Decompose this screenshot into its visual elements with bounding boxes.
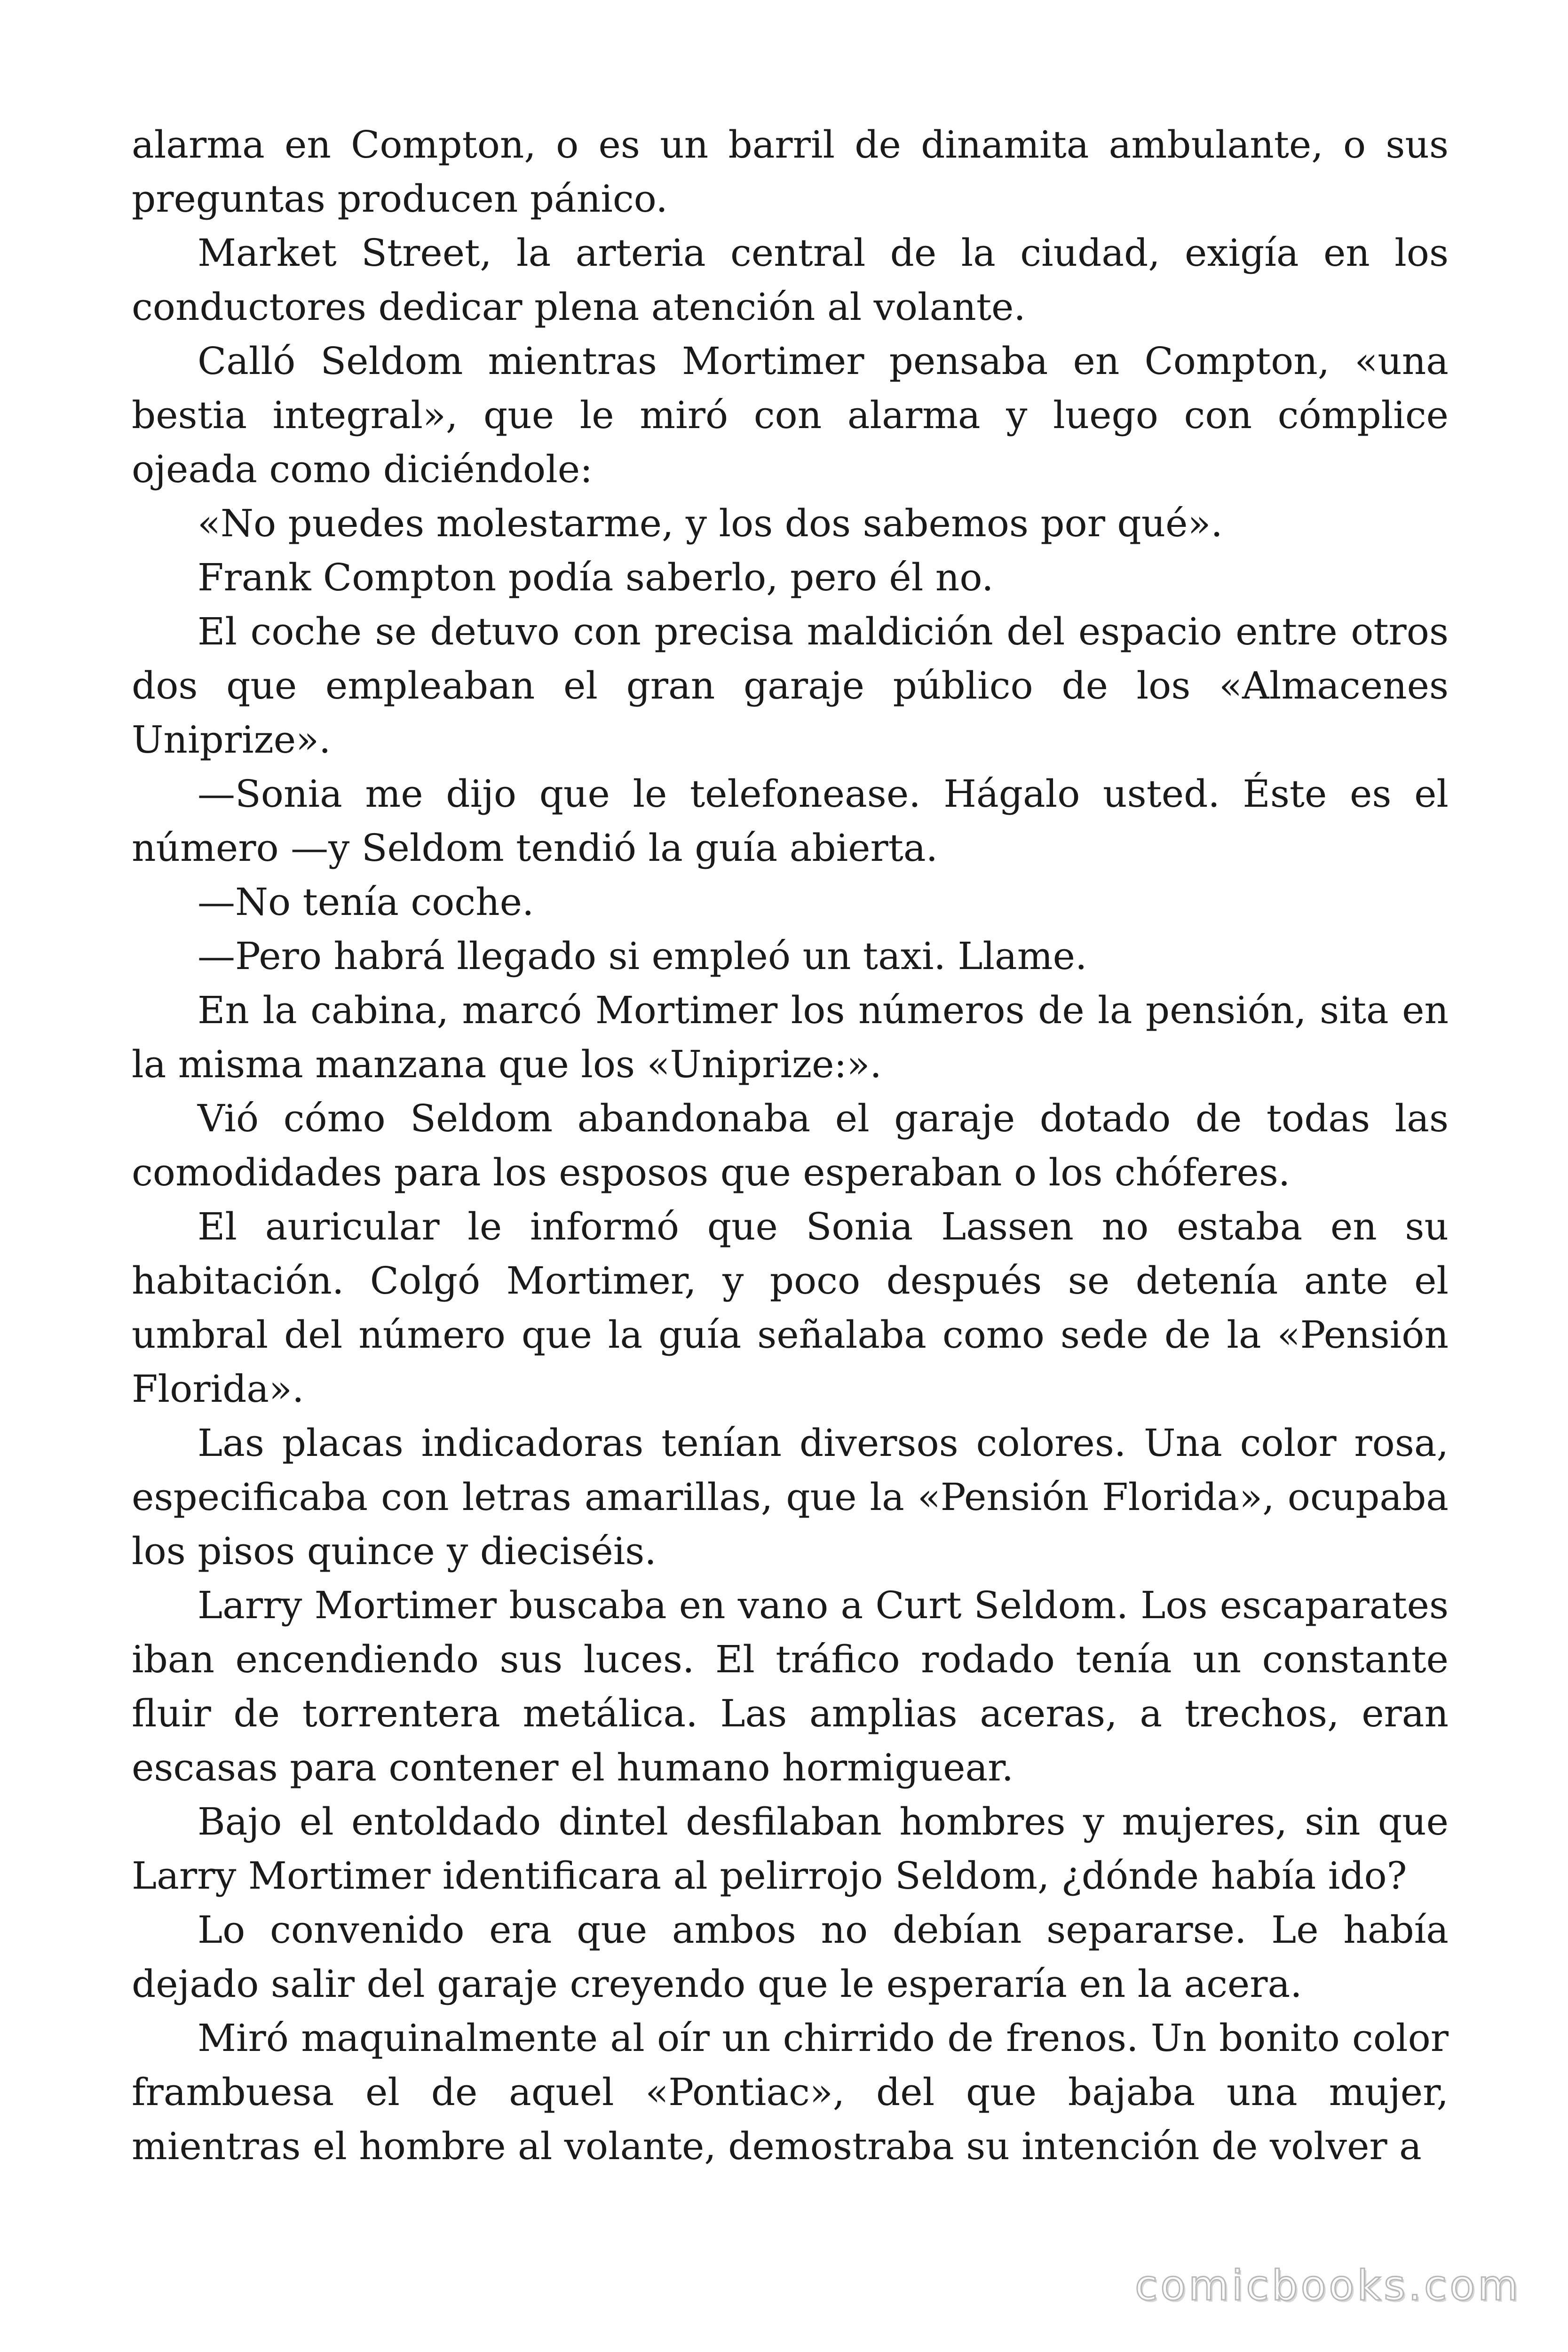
paragraph-14: Larry Mortimer buscaba en vano a Curt Seldom. Los escaparates iban encendiendo sus luces. El tráfico rodado tenía un constante fluir de torrentera metálica. Las amplias aceras, a trechos, eran escasas para contener el humano hormiguear. — [132, 1583, 1449, 1789]
paragraph-5: Frank Compton podía saberlo, pero él no. — [198, 556, 994, 599]
paragraph-3: Calló Seldom mientras Mortimer pensaba en Compton, «una bestia integral», que le miró con alarma y luego con cómplice ojeada como diciéndole: — [132, 339, 1449, 491]
paragraph-9: —Pero habrá llegado si empleó un taxi. Llame. — [198, 934, 1087, 978]
paragraph-15: Bajo el entoldado dintel desfilaban hombres y mujeres, sin que Larry Mortimer identificara al pelirrojo Seldom, ¿dónde había ido? — [132, 1800, 1449, 1898]
paragraph-1: alarma en Compton, o es un barril de dinamita ambulante, o sus preguntas producen pánico. — [132, 123, 1449, 221]
paragraph-11: Vió cómo Seldom abandonaba el garaje dotado de todas las comodidades para los esposos que esperaban o los chóferes. — [132, 1097, 1449, 1194]
paragraph-17: Miró maquinalmente al oír un chirrido de frenos. Un bonito color frambuesa el de aquel «Pontiac», del que bajaba una mujer, mientras el hombre al volante, demostraba su intención de volver a — [132, 2016, 1449, 2168]
paragraph-12: El auricular le informó que Sonia Lassen no estaba en su habitación. Colgó Mortimer, y poco después se detenía ante el umbral del número que la guía señalaba como sede de la «Pensión Florida». — [132, 1205, 1449, 1411]
paragraph-2: Market Street, la arteria central de la ciudad, exigía en los conductores dedicar plena atención al volante. — [132, 231, 1449, 329]
paragraph-16: Lo convenido era que ambos no debían separarse. Le había dejado salir del garaje creyendo que le esperaría en la acera. — [132, 1908, 1449, 2006]
paragraph-8: —No tenía coche. — [198, 880, 534, 924]
paragraph-6: El coche se detuvo con precisa maldición del espacio entre otros dos que empleaban el gran garaje público de los «Almacenes Uniprize». — [132, 610, 1449, 762]
paragraph-7: —Sonia me dijo que le telefonease. Hágalo usted. Éste es el número —y Seldom tendió la guía abierta. — [132, 772, 1449, 870]
paragraph-13: Las placas indicadoras tenían diversos colores. Una color rosa, especificaba con letras amarillas, que la «Pensión Florida», ocupaba los pisos quince y dieciséis. — [132, 1421, 1449, 1573]
paragraph-10: En la cabina, marcó Mortimer los números de la pensión, sita en la misma manzana que los «Uniprize:». — [132, 988, 1449, 1086]
paragraph-4: «No puedes molestarme, y los dos sabemos por qué». — [198, 501, 1223, 545]
book-page-text — [132, 118, 1449, 2263]
watermark: comicbooks.com — [1134, 2261, 1521, 2310]
